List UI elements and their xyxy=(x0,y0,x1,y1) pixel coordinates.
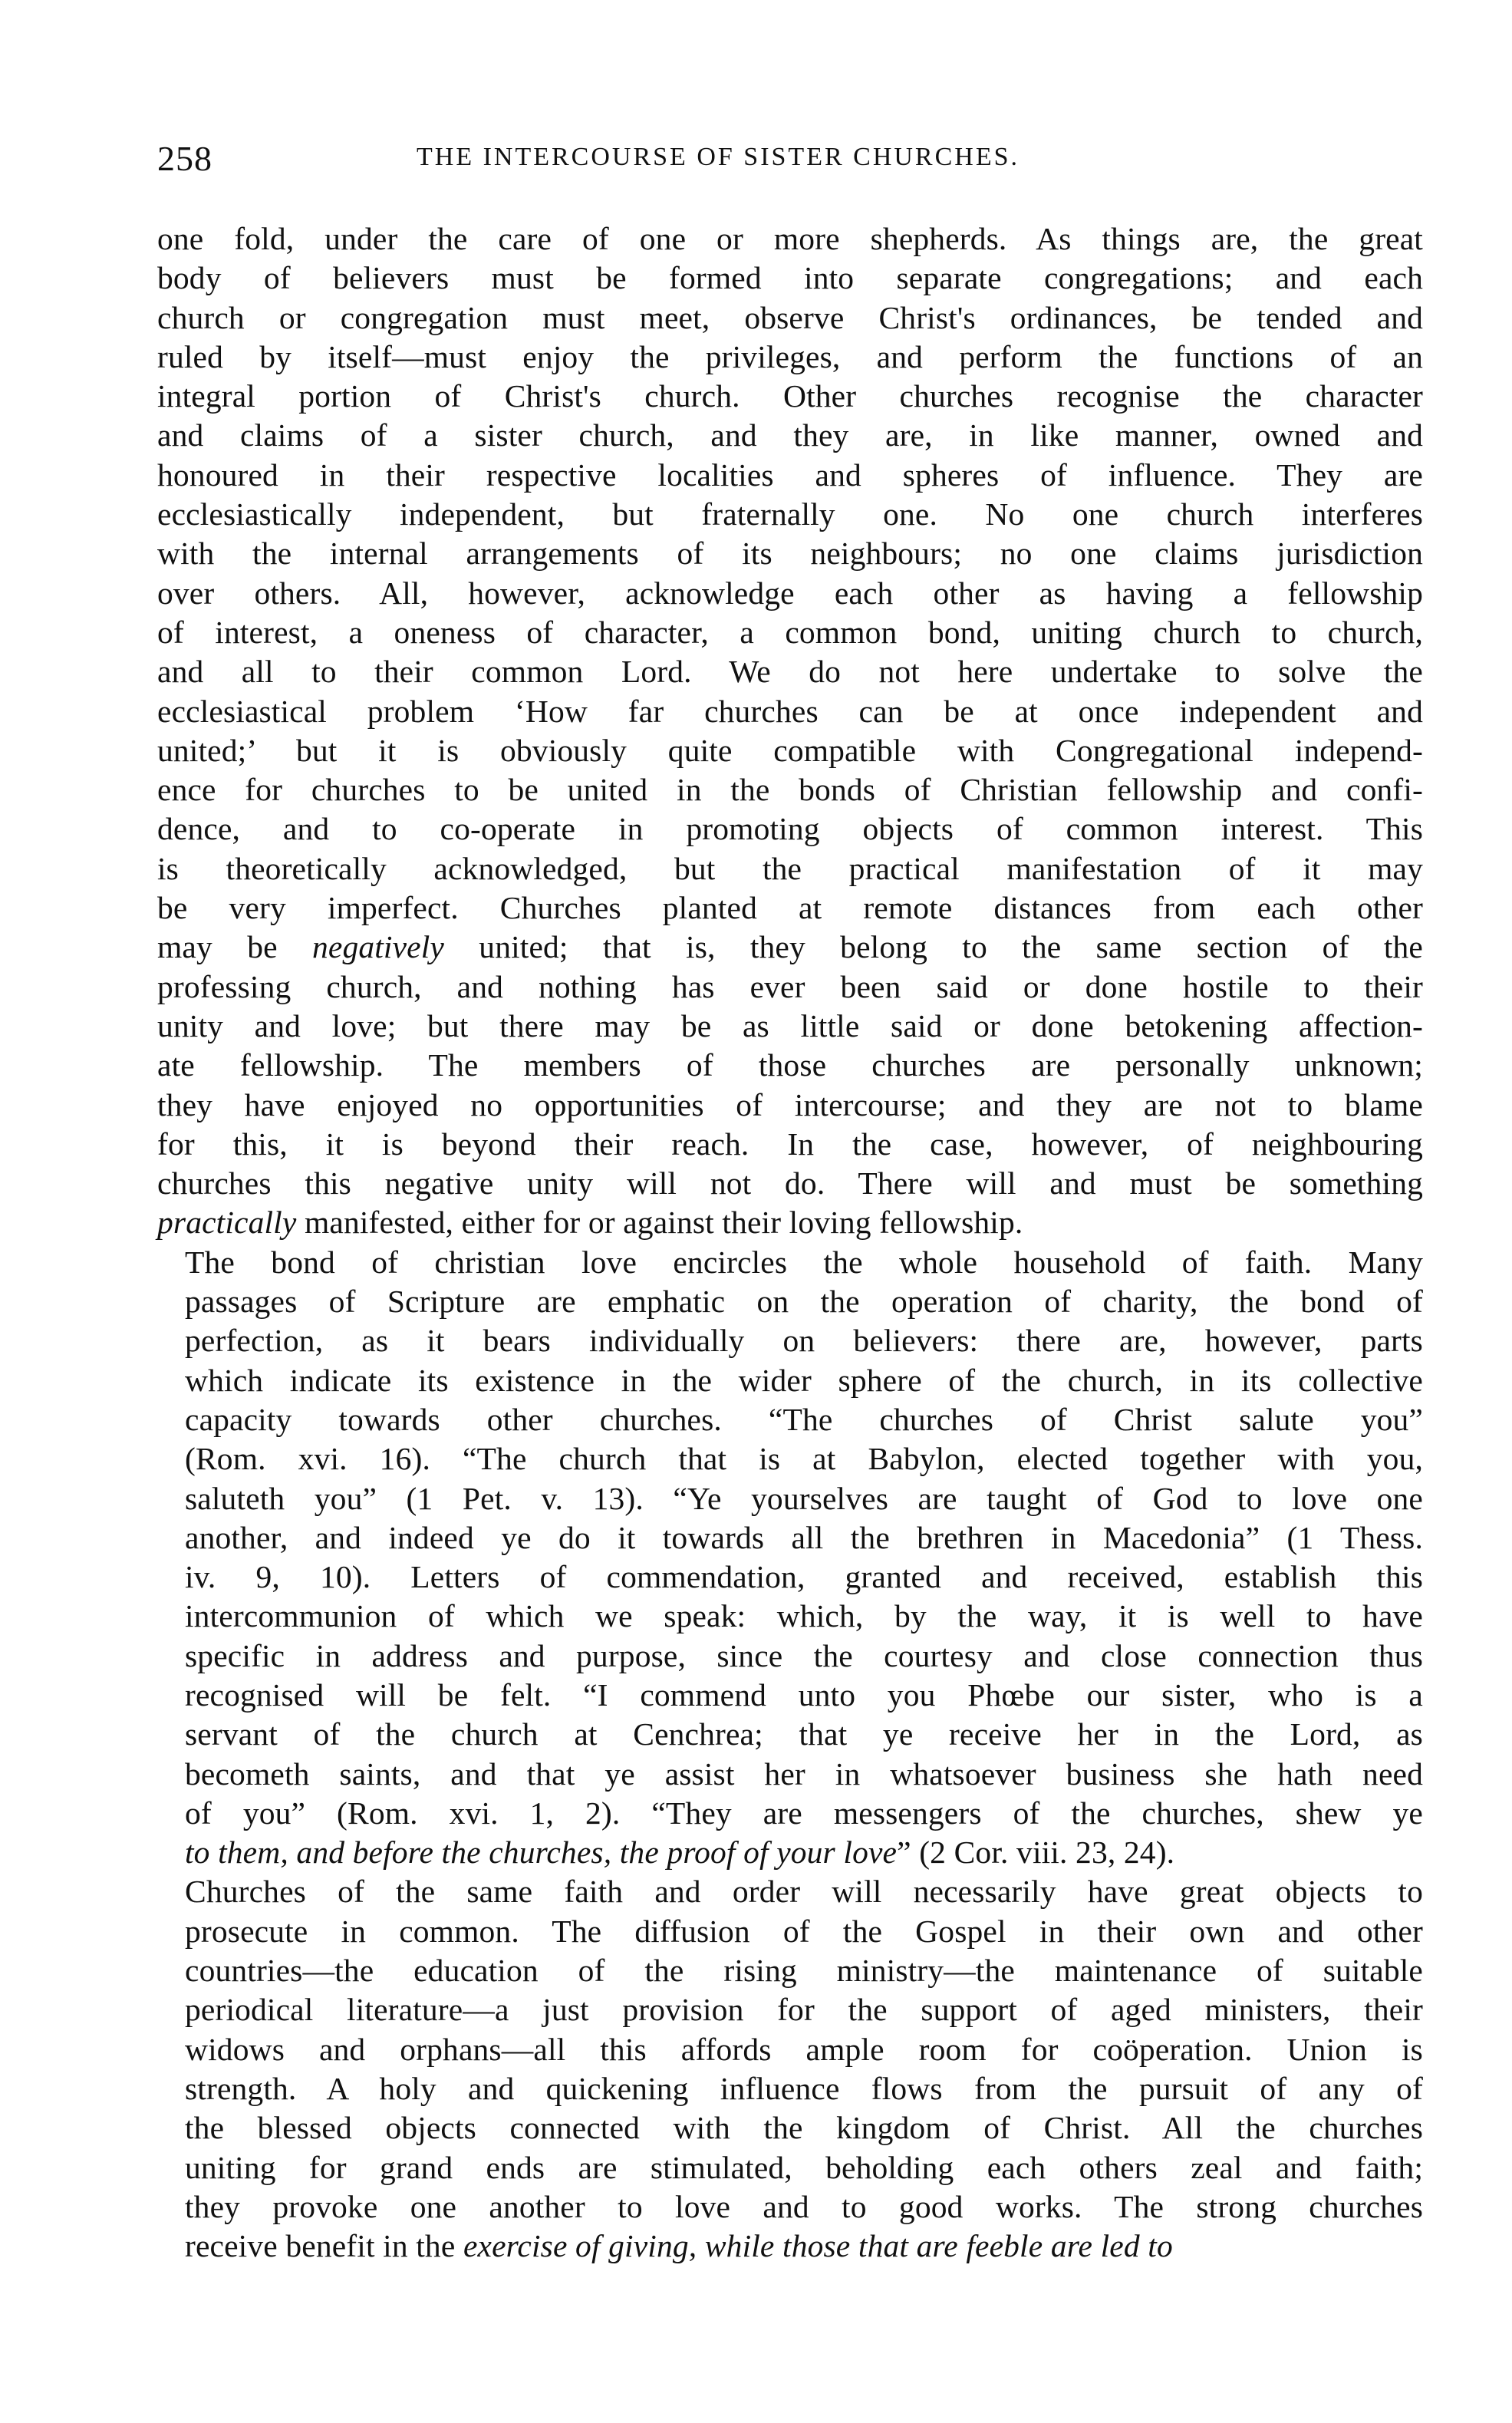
text-line: another, and indeed ye do it towards all the brethren in Macedonia” (1 Thess. xyxy=(185,1519,1423,1555)
text-line: saluteth you” (1 Pet. v. 13). “Ye yourselves are taught of God to love one xyxy=(185,1480,1423,1516)
text-line: and claims of a sister church, and they are, in like manner, owned and xyxy=(157,417,1423,453)
text-line: widows and orphans—all this affords ample room for coöperation. Union is xyxy=(185,2031,1423,2067)
text-line: receive benefit in the exercise of giving, while those that are feeble are led to xyxy=(185,2228,1173,2264)
text-line: practically manifested, either for or against their loving fellowship. xyxy=(157,1205,1023,1241)
text-line: ence for churches to be united in the bonds of Christian fellowship and confi- xyxy=(157,772,1423,808)
text-line: strength. A holy and quickening influence flows from the pursuit of any of xyxy=(185,2070,1423,2106)
paragraph-3 xyxy=(157,1872,1423,2266)
text-line: and all to their common Lord. We do not here undertake to solve the xyxy=(157,654,1423,690)
text-line: they provoke one another to love and to good works. The strong churches xyxy=(185,2188,1423,2224)
text-line: of you” (Rom. xvi. 1, 2). “They are messengers of the churches, shew ye xyxy=(185,1795,1423,1831)
text-line: churches this negative unity will not do. There will and must be something xyxy=(157,1165,1423,1202)
text-line: uniting for grand ends are stimulated, beholding each others zeal and faith; xyxy=(185,2149,1423,2185)
text-line: dence, and to co-operate in promoting objects of common interest. This xyxy=(157,811,1423,847)
book-page xyxy=(157,138,1423,2266)
text-line: which indicate its existence in the wider sphere of the church, in its collective xyxy=(185,1362,1423,1398)
text-line: with the internal arrangements of its neighbours; no one claims jurisdiction xyxy=(157,536,1423,572)
text-line: recognised will be felt. “I commend unto you Phœbe our sister, who is a xyxy=(185,1676,1423,1713)
text-line: one fold, under the care of one or more shepherds. As things are, the great xyxy=(157,221,1423,256)
page-number: 258 xyxy=(157,139,212,178)
text-line: to them, and before the churches, the proof of your love” (2 Cor. viii. 23, 24). xyxy=(185,1835,1175,1871)
text-line: for this, it is beyond their reach. In the case, however, of neighbouring xyxy=(157,1126,1423,1162)
text-line: Churches of the same faith and order will necessarily have great objects to xyxy=(185,1874,1423,1910)
text-line: they have enjoyed no opportunities of intercourse; and they are not to blame xyxy=(157,1086,1423,1122)
text-line: prosecute in common. The diffusion of the Gospel in their own and other xyxy=(185,1913,1423,1949)
text-line: church or congregation must meet, observe Christ's ordinances, be tended and xyxy=(157,299,1423,335)
text-line: united;’ but it is obviously quite compatible with Congregational independ- xyxy=(157,732,1423,768)
text-line: perfection, as it bears individually on believers: there are, however, parts xyxy=(185,1323,1423,1359)
text-line: of interest, a oneness of character, a common bond, uniting church to church, xyxy=(157,614,1423,650)
text-line: the blessed objects connected with the kingdom of Christ. All the churches xyxy=(185,2110,1423,2146)
running-title: THE INTERCOURSE OF SISTER CHURCHES. xyxy=(417,143,1020,171)
text-line: becometh saints, and that ye assist her in whatsoever business she hath need xyxy=(185,1755,1423,1792)
text-line: ruled by itself—must enjoy the privileges, and perform the functions of an xyxy=(157,338,1423,374)
text-line: intercommunion of which we speak: which, by the way, it is well to have xyxy=(185,1598,1423,1634)
text-line: iv. 9, 10). Letters of commendation, granted and received, establish this xyxy=(185,1559,1423,1595)
text-line: The bond of christian love encircles the whole household of faith. Many xyxy=(185,1244,1423,1280)
text-line: be very imperfect. Churches planted at remote distances from each other xyxy=(157,890,1423,926)
text-line: over others. All, however, acknowledge each other as having a fellowship xyxy=(157,575,1423,611)
body-text xyxy=(157,219,1423,2266)
text-line: servant of the church at Cenchrea; that ye receive her in the Lord, as xyxy=(185,1716,1423,1752)
text-line: is theoretically acknowledged, but the practical manifestation of it may xyxy=(157,850,1423,886)
text-line: countries—the education of the rising ministry—the maintenance of suitable xyxy=(185,1953,1423,1989)
text-line: body of believers must be formed into separate congregations; and each xyxy=(157,260,1423,296)
text-line: ecclesiastical problem ‘How far churches can be at once independent and xyxy=(157,693,1423,729)
text-line: ate fellowship. The members of those churches are personally unknown; xyxy=(157,1047,1423,1083)
paragraph-1 xyxy=(157,219,1423,1243)
text-line: professing church, and nothing has ever been said or done hostile to their xyxy=(157,968,1423,1004)
paragraph-2 xyxy=(157,1243,1423,1873)
text-line: honoured in their respective localities and spheres of influence. They are xyxy=(157,457,1423,493)
text-line: (Rom. xvi. 16). “The church that is at Babylon, elected together with you, xyxy=(185,1441,1423,1477)
text-line: may be negatively united; that is, they belong to the same section of the xyxy=(157,929,1423,965)
text-line: specific in address and purpose, since the courtesy and close connection thus xyxy=(185,1637,1423,1673)
text-line: passages of Scripture are emphatic on the operation of charity, the bond of xyxy=(185,1284,1423,1320)
text-line: ecclesiastically independent, but fraternally one. No one church interferes xyxy=(157,496,1423,532)
text-line: unity and love; but there may be as little said or done betokening affection- xyxy=(157,1007,1423,1043)
text-line: periodical literature—a just provision for the support of aged ministers, their xyxy=(185,1992,1423,2028)
text-line: integral portion of Christ's church. Other churches recognise the character xyxy=(157,378,1423,414)
running-head xyxy=(157,138,1423,192)
text-line: capacity towards other churches. “The churches of Christ salute you” xyxy=(185,1401,1423,1437)
